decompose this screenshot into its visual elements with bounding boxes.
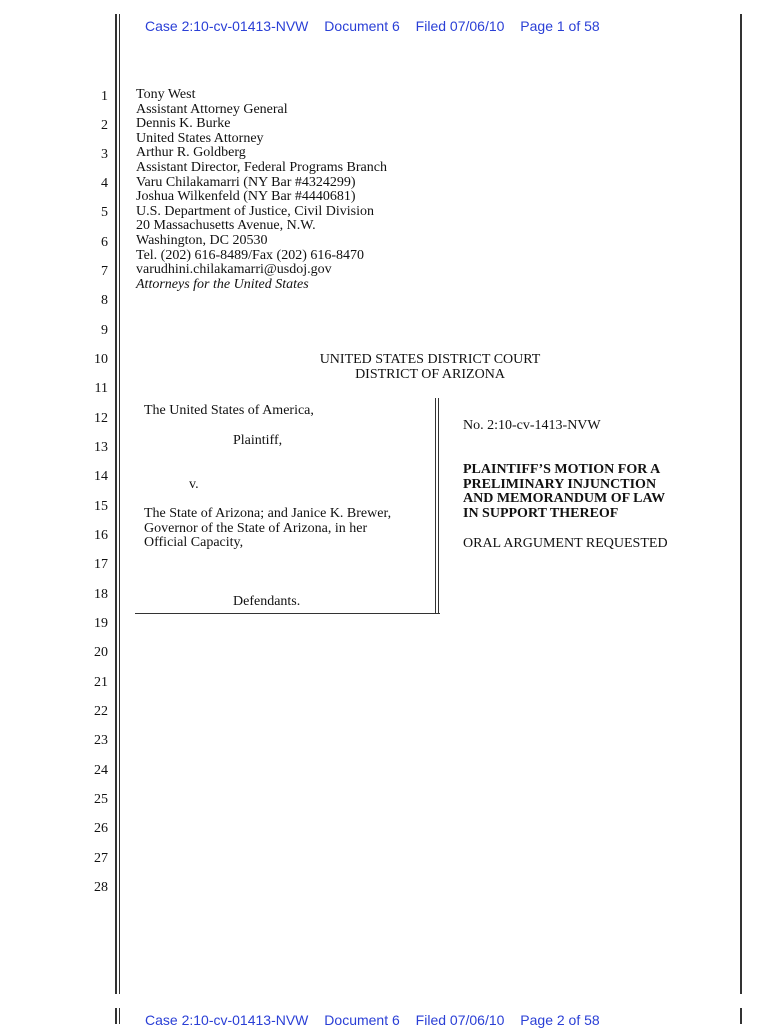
line-number: 19 — [94, 616, 108, 631]
attorney-line: Assistant Director, Federal Programs Branch — [136, 159, 387, 175]
caption-defendant-line: Governor of the State of Arizona, in her — [144, 520, 368, 536]
case-number: No. 2:10-cv-1413-NVW — [463, 418, 601, 433]
caption-defendants-role: Defendants. — [233, 594, 301, 609]
oral-argument-requested: ORAL ARGUMENT REQUESTED — [463, 536, 668, 551]
line-number: 27 — [94, 851, 108, 866]
line-number: 5 — [101, 205, 108, 220]
line-number: 1 — [101, 89, 108, 104]
attorney-line: Joshua Wilkenfeld (NY Bar #4440681) — [136, 189, 356, 205]
ecf-document: Document 6 — [324, 18, 400, 34]
line-number: 26 — [94, 821, 108, 836]
motion-title-line: IN SUPPORT THEREOF — [463, 505, 619, 521]
caption-defendants — [144, 507, 391, 551]
line-number: 10 — [94, 352, 108, 367]
motion-title-line: PLAINTIFF’S MOTION FOR A — [463, 462, 661, 477]
caption-plaintiff: The United States of America, — [144, 403, 314, 418]
attorney-line: Assistant Attorney General — [136, 101, 288, 117]
line-number: 18 — [94, 587, 108, 602]
motion-title — [463, 463, 665, 521]
line-number: 25 — [94, 792, 108, 807]
right-margin-rule — [740, 14, 742, 994]
line-number: 16 — [94, 528, 108, 543]
ecf-case-number: Case 2:10-cv-01413-NVW — [145, 18, 309, 34]
line-number: 4 — [101, 176, 108, 191]
attorney-line: 20 Massachusetts Avenue, N.W. — [136, 218, 316, 234]
right-margin-rule-page2 — [740, 1008, 742, 1024]
ecf-page: Page 2 of 58 — [520, 1012, 600, 1028]
ecf-header — [145, 18, 612, 34]
attorney-line: Tony West — [136, 87, 196, 102]
caption-plaintiff-role: Plaintiff, — [233, 433, 283, 448]
motion-title-line: AND MEMORANDUM OF LAW — [463, 491, 666, 506]
motion-title-line: PRELIMINARY INJUNCTION — [463, 476, 657, 492]
caption-divider-inner — [438, 398, 439, 614]
line-number: 8 — [101, 293, 108, 308]
left-margin-rule — [115, 14, 117, 994]
line-number: 28 — [94, 880, 108, 895]
court-name: UNITED STATES DISTRICT COURT — [319, 352, 541, 367]
caption-defendant-line: Official Capacity, — [144, 535, 244, 550]
line-number: 13 — [94, 440, 108, 455]
attorney-line: Varu Chilakamarri (NY Bar #4324299) — [136, 174, 356, 190]
attorney-line: Washington, DC 20530 — [136, 232, 268, 248]
left-margin-rule-inner-page2 — [119, 1008, 120, 1024]
ecf-document: Document 6 — [324, 1012, 400, 1028]
line-number: 17 — [94, 557, 108, 572]
attorney-role: Attorneys for the United States — [136, 276, 309, 292]
line-number: 21 — [94, 675, 108, 690]
attorney-line: United States Attorney — [136, 130, 264, 146]
caption-bottom-rule — [135, 613, 440, 614]
line-number: 9 — [101, 323, 108, 338]
line-number: 24 — [94, 763, 108, 778]
line-number: 7 — [101, 264, 108, 279]
attorney-line: U.S. Department of Justice, Civil Division — [136, 203, 374, 219]
line-number: 11 — [94, 381, 108, 396]
caption-versus: v. — [189, 477, 199, 492]
attorney-block — [136, 88, 387, 292]
line-number: 20 — [94, 645, 108, 660]
court-district: DISTRICT OF ARIZONA — [355, 366, 505, 382]
line-number: 12 — [94, 411, 108, 426]
court-heading — [230, 353, 630, 382]
attorney-line: Dennis K. Burke — [136, 116, 231, 132]
ecf-case-number: Case 2:10-cv-01413-NVW — [145, 1012, 309, 1028]
ecf-filed-date: Filed 07/06/10 — [415, 18, 505, 34]
line-number: 15 — [94, 499, 108, 514]
line-number: 14 — [94, 469, 108, 484]
left-margin-rule-page2 — [115, 1008, 117, 1024]
caption-divider — [435, 398, 436, 614]
line-number: 2 — [101, 118, 108, 133]
attorney-line: Arthur R. Goldberg — [136, 145, 246, 161]
ecf-filed-date: Filed 07/06/10 — [415, 1012, 505, 1028]
ecf-page: Page 1 of 58 — [520, 18, 600, 34]
attorney-email: varudhini.chilakamarri@usdoj.gov — [136, 262, 332, 278]
left-margin-rule-inner — [119, 14, 120, 994]
line-number: 22 — [94, 704, 108, 719]
caption-defendant-line: The State of Arizona; and Janice K. Brewer, — [144, 506, 392, 521]
ecf-header-page2 — [145, 1012, 612, 1028]
line-number: 3 — [101, 147, 108, 162]
attorney-line: Tel. (202) 616-8489/Fax (202) 616-8470 — [136, 247, 365, 263]
line-number: 23 — [94, 733, 108, 748]
line-number: 6 — [101, 235, 108, 250]
